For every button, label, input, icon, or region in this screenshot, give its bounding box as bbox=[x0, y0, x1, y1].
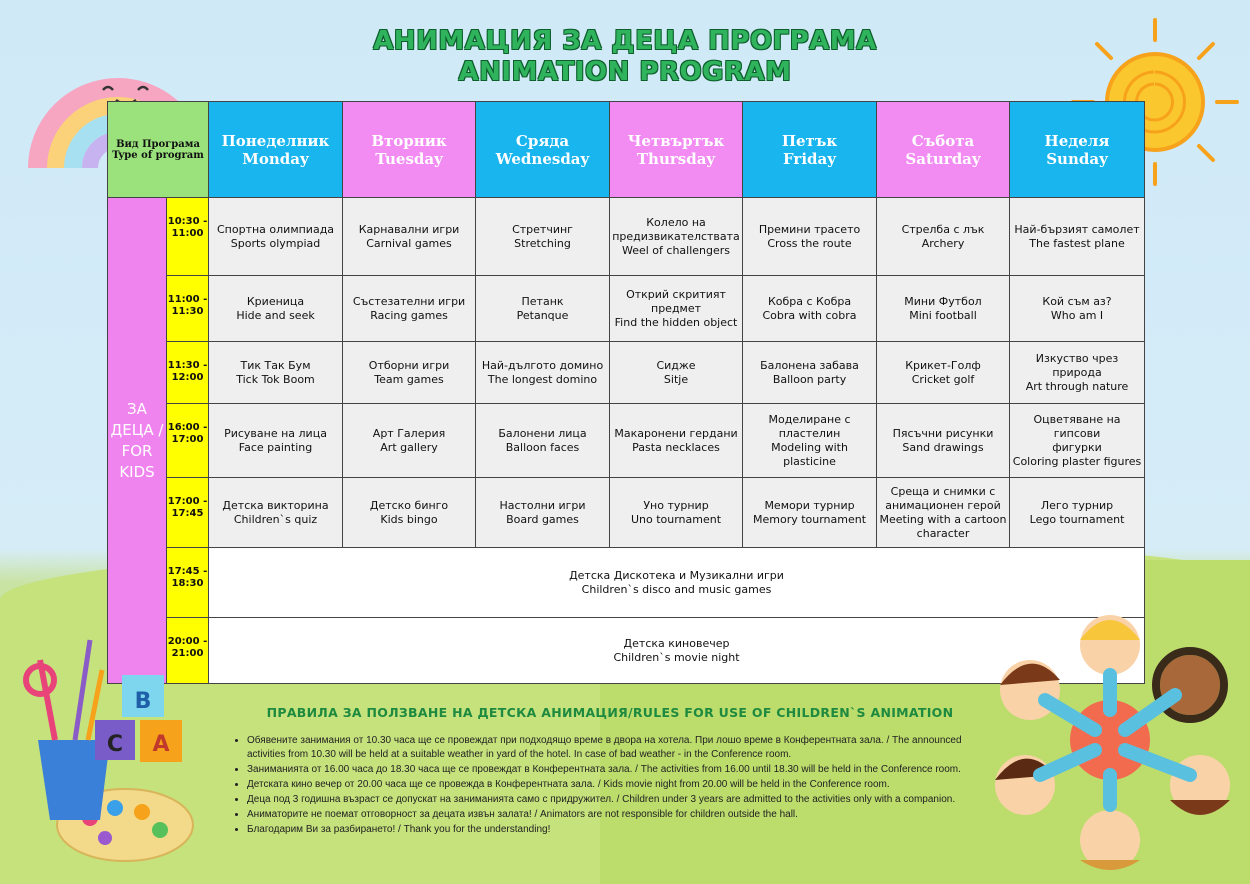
activity-cell bbox=[476, 478, 610, 548]
cell-line: plasticine bbox=[783, 454, 836, 468]
activity-cell bbox=[343, 342, 476, 404]
rule-item: • Деца под 3 годишна възраст се допускат на заниманията само с придружител. / Children under 3 years are admitted to the activities only with a companion. bbox=[247, 793, 992, 807]
activity-cell bbox=[476, 198, 610, 276]
cell-line: Детско бинго bbox=[369, 498, 449, 512]
rules-title: ПРАВИЛА ЗА ПОЛЗВАНЕ НА ДЕТСКА АНИМАЦИЯ/RULES FOR USE OF CHILDREN`S ANIMATION bbox=[266, 705, 954, 720]
cell-line: Find the hidden object bbox=[614, 315, 738, 329]
cell-line: Моделиране с bbox=[768, 412, 851, 426]
day-bg: Петък bbox=[781, 131, 838, 150]
cell-line: Racing games bbox=[370, 308, 448, 322]
schedule-row bbox=[108, 478, 1145, 548]
cell-line: Балонени лица bbox=[498, 426, 587, 440]
cell-line: Петанк bbox=[521, 294, 564, 308]
cell-line: Sports olympiad bbox=[230, 236, 321, 250]
cell-line: Балонена забава bbox=[760, 358, 859, 372]
cell-line: Карнавални игри bbox=[358, 222, 460, 236]
cell-line: The longest domino bbox=[487, 372, 598, 386]
day-header-sunday bbox=[1010, 102, 1145, 198]
cell-line: Face painting bbox=[238, 440, 313, 454]
cell-line: Cross the route bbox=[767, 236, 852, 250]
cell-line: Kids bingo bbox=[380, 512, 438, 526]
cell-line: Най-бързият самолет bbox=[1014, 222, 1140, 236]
day-en: Monday bbox=[242, 149, 309, 168]
cell-line: Детска викторина bbox=[222, 498, 329, 512]
rule-item: • Аниматорите не поемат отговорност за децата извън залата! / Animators are not responsible for children outside the hall. bbox=[247, 808, 992, 822]
activity-cell bbox=[1010, 198, 1145, 276]
day-en: Friday bbox=[783, 149, 836, 168]
cell-line: Премини трасето bbox=[758, 222, 861, 236]
cell-line: Детска Дискотека и Музикални игри bbox=[569, 568, 784, 582]
activity-cell bbox=[610, 342, 743, 404]
time-slot: 17:00 - 17:45 bbox=[167, 478, 209, 548]
activity-cell bbox=[877, 404, 1010, 478]
cell-line: Уно турнир bbox=[643, 498, 709, 512]
cell-line: Petanque bbox=[516, 308, 569, 322]
title-line-bg: АНИМАЦИЯ ЗА ДЕЦА ПРОГРАМА bbox=[373, 26, 877, 56]
cell-line: Детска киновечер bbox=[623, 636, 730, 650]
activity-cell bbox=[209, 404, 343, 478]
cell-line: Мемори турнир bbox=[764, 498, 855, 512]
activity-cell bbox=[610, 404, 743, 478]
cell-line: Board games bbox=[506, 512, 579, 526]
block-c-letter: C bbox=[106, 732, 124, 757]
cell-line: Art through nature bbox=[1025, 379, 1129, 393]
rules-list bbox=[232, 734, 992, 838]
cell-line: Hide and seek bbox=[236, 308, 315, 322]
activity-cell bbox=[1010, 404, 1145, 478]
cell-line: Отборни игри bbox=[368, 358, 450, 372]
day-bg: Вторник bbox=[371, 131, 447, 150]
cell-line: Тик Так Бум bbox=[240, 358, 311, 372]
header-row bbox=[108, 102, 1145, 198]
day-header-wednesday bbox=[476, 102, 610, 198]
cell-line: фигурки bbox=[1052, 440, 1102, 454]
cell-line: предизвикателствата bbox=[612, 229, 740, 243]
cell-line: Art gallery bbox=[380, 440, 438, 454]
cell-line: Пясъчни рисунки bbox=[892, 426, 994, 440]
activity-cell bbox=[343, 404, 476, 478]
day-header-monday bbox=[209, 102, 343, 198]
activity-cell bbox=[610, 198, 743, 276]
program-type-bg: Вид Програма bbox=[116, 138, 200, 150]
program-type-en: Type of program bbox=[112, 149, 204, 161]
cell-line: Стретчинг bbox=[512, 222, 573, 236]
day-header-tuesday bbox=[343, 102, 476, 198]
activity-cell bbox=[1010, 276, 1145, 342]
day-header-friday bbox=[743, 102, 877, 198]
schedule-row bbox=[108, 198, 1145, 276]
activity-cell bbox=[1010, 342, 1145, 404]
activity-cell bbox=[877, 198, 1010, 276]
activity-cell bbox=[476, 342, 610, 404]
cell-line: Meeting with a cartoon bbox=[879, 512, 1007, 526]
activity-cell bbox=[1010, 478, 1145, 548]
cell-line: Modeling with bbox=[771, 440, 848, 454]
cell-line: Coloring plaster figures bbox=[1012, 454, 1142, 468]
activity-cell bbox=[476, 276, 610, 342]
cell-line: Рисуване на лица bbox=[224, 426, 327, 440]
activity-cell bbox=[743, 478, 877, 548]
activity-cell bbox=[877, 276, 1010, 342]
cell-line: Balloon faces bbox=[505, 440, 580, 454]
cell-line: Sitje bbox=[663, 372, 689, 386]
cell-line: Mini football bbox=[909, 308, 977, 322]
time-slot: 16:00 - 17:00 bbox=[167, 404, 209, 478]
for-kids-side-label: ЗА ДЕЦА / FOR KIDS bbox=[108, 198, 167, 684]
cell-line: Balloon party bbox=[772, 372, 847, 386]
cell-line: Най-дългото домино bbox=[481, 358, 604, 372]
cell-line: Лего турнир bbox=[1040, 498, 1114, 512]
cell-line: Lego tournament bbox=[1029, 512, 1125, 526]
cell-line: Children`s movie night bbox=[613, 650, 740, 664]
cell-line: Настолни игри bbox=[499, 498, 586, 512]
time-slot: 20:00 - 21:00 bbox=[167, 618, 209, 684]
cell-line: Среща и снимки с bbox=[890, 484, 996, 498]
time-slot: 11:00 - 11:30 bbox=[167, 276, 209, 342]
schedule-row bbox=[108, 404, 1145, 478]
cell-line: Archery bbox=[921, 236, 965, 250]
activity-cell bbox=[343, 198, 476, 276]
cell-line: Cobra with cobra bbox=[762, 308, 857, 322]
cell-line: Carnival games bbox=[366, 236, 452, 250]
rule-item: • Заниманията от 16.00 часа до 18.30 часа ще се провеждат в Конферентната зала. / The activities from 16.00 until 18.30 will be held in the Conference room. bbox=[247, 763, 992, 777]
rule-item: • Обявените занимания от 10.30 часа ще се провеждат при подходящо време в двора на хотела. При лошо време в Конферентната зала. / The announced activities from 10.30 will be held at a suitable weather in yard of the hotel. In case of bad weather - in the Conference room. bbox=[247, 734, 992, 762]
rule-item: • Детската кино вечер от 20.00 часа ще се провежда в Конферентната зала. / Kids movie night from 20.00 will be held in the Conference room. bbox=[247, 778, 992, 792]
cell-line: Оцветяване на гипсови bbox=[1033, 412, 1121, 440]
day-en: Saturday bbox=[905, 149, 981, 168]
title-line-en: ANIMATION PROGRAM bbox=[458, 57, 792, 87]
cell-line: character bbox=[916, 526, 970, 540]
day-en: Sunday bbox=[1046, 149, 1108, 168]
activity-cell bbox=[343, 276, 476, 342]
activity-cell bbox=[743, 404, 877, 478]
day-en: Tuesday bbox=[375, 149, 443, 168]
cell-line: Мини Футбол bbox=[904, 294, 982, 308]
time-slot: 11:30 - 12:00 bbox=[167, 342, 209, 404]
program-type-header bbox=[108, 102, 209, 198]
cell-line: Колело на bbox=[646, 215, 706, 229]
activity-cell bbox=[476, 404, 610, 478]
cell-line: Макаронени гердани bbox=[614, 426, 738, 440]
cell-line: Състезателни игри bbox=[352, 294, 466, 308]
cell-line: Криеница bbox=[246, 294, 305, 308]
cell-line: The fastest plane bbox=[1029, 236, 1125, 250]
cell-line: Кой съм аз? bbox=[1042, 294, 1112, 308]
activity-cell bbox=[209, 276, 343, 342]
day-header-saturday bbox=[877, 102, 1010, 198]
cell-line: Who am I bbox=[1050, 308, 1104, 322]
activity-cell bbox=[877, 342, 1010, 404]
cell-line: Открий скритият bbox=[626, 287, 726, 301]
art-supplies-icon bbox=[10, 620, 220, 870]
schedule-row bbox=[108, 276, 1145, 342]
cell-line: пластелин bbox=[778, 426, 841, 440]
cell-line: Арт Галерия bbox=[372, 426, 446, 440]
schedule-table bbox=[107, 101, 1145, 684]
block-b-letter: B bbox=[134, 689, 152, 714]
activity-cell bbox=[209, 478, 343, 548]
time-slot: 10:30 - 11:00 bbox=[167, 198, 209, 276]
block-a-letter: A bbox=[152, 732, 170, 757]
day-en: Wednesday bbox=[495, 149, 590, 168]
cell-line: Pasta necklaces bbox=[632, 440, 720, 454]
cell-line: Memory tournament bbox=[752, 512, 867, 526]
cell-line: Изкуство чрез природа bbox=[1035, 351, 1119, 379]
rule-item: • Благодарим Ви за разбирането! / Thank you for the understanding! bbox=[247, 823, 992, 837]
day-bg: Сряда bbox=[515, 131, 570, 150]
activity-cell bbox=[209, 342, 343, 404]
cell-line: предмет bbox=[651, 301, 702, 315]
activity-cell bbox=[610, 478, 743, 548]
cell-line: Weel of challengers bbox=[621, 243, 731, 257]
cell-line: Uno tournament bbox=[630, 512, 722, 526]
cell-line: Tick Tok Boom bbox=[236, 372, 315, 386]
time-slot: 17:45 - 18:30 bbox=[167, 548, 209, 618]
schedule-row bbox=[108, 342, 1145, 404]
day-bg: Събота bbox=[911, 131, 975, 150]
cell-line: Крикет-Голф bbox=[905, 358, 981, 372]
cell-line: Спортна олимпиада bbox=[216, 222, 335, 236]
cell-line: Children`s quiz bbox=[233, 512, 318, 526]
day-en: Thursday bbox=[636, 149, 716, 168]
activity-cell bbox=[743, 198, 877, 276]
cell-line: Кобра с Кобра bbox=[767, 294, 852, 308]
cell-line: Стрелба с лък bbox=[901, 222, 985, 236]
cell-line: Сидже bbox=[656, 358, 696, 372]
page-title bbox=[300, 26, 950, 88]
day-bg: Неделя bbox=[1044, 131, 1110, 150]
day-bg: Четвъртък bbox=[627, 131, 725, 150]
cell-line: Cricket golf bbox=[911, 372, 975, 386]
cell-line: анимационен герой bbox=[885, 498, 1001, 512]
activity-cell bbox=[743, 342, 877, 404]
activity-cell bbox=[610, 276, 743, 342]
cell-line: Stretching bbox=[514, 236, 571, 250]
activity-cell bbox=[877, 478, 1010, 548]
day-header-thursday bbox=[610, 102, 743, 198]
day-bg: Понеделник bbox=[221, 131, 330, 150]
cell-line: Sand drawings bbox=[902, 440, 984, 454]
activity-cell bbox=[209, 198, 343, 276]
cell-line: Children`s disco and music games bbox=[581, 582, 772, 596]
activity-cell bbox=[743, 276, 877, 342]
cell-line: Team games bbox=[374, 372, 444, 386]
activity-cell bbox=[343, 478, 476, 548]
children-circle-icon bbox=[985, 600, 1250, 880]
